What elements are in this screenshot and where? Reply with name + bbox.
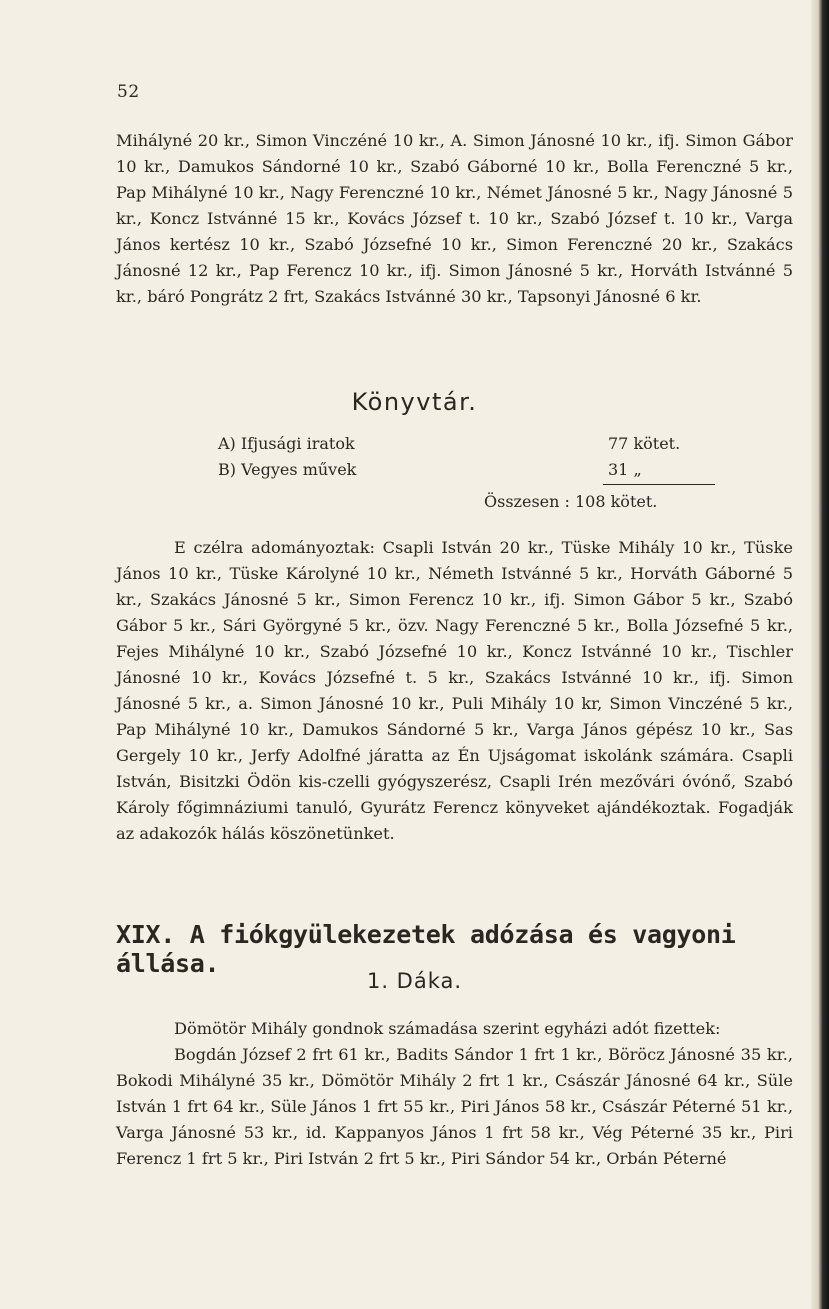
donation-paragraph-2 [116,535,793,847]
library-total: Összesen : 108 kötet. [484,492,658,511]
library-heading: Könyvtár. [351,388,478,416]
paragraph-intro: Dömötör Mihály gondnok számadása szerint egyházi adót fizettek: [174,1019,721,1038]
paragraph-text: E czélra adományoztak: Csapli István 20 kr., Tüske Mihály 10 kr., Tüske János 10 kr., Tüske Károlyné 10 kr., Németh Istvánné 5 kr., Horváth Gáborné 5 kr., Szakács Jánosné 5 kr., Simon Ferencz 10 kr., ifj. Simon Gábor 5 kr., Szabó Gábor 5 kr., Sári Györgyné 5 kr., özv. Nagy Ferenczné 5 kr., Bolla Józsefné 5 kr., Fejes Mihályné 10 kr., Szabó Józsefné 10 kr., Koncz Istvánné 10 kr., Tischler Jánosné 10 kr., Kovács Józsefné t. 5 kr., Szakács Istvánné 10 kr., ifj. Simon Jánosné 5 kr., a. Simon Jánosné 10 kr., Puli Mihály 10 kr, Simon Vinczéné 5 kr., Pap Mihályné 10 kr., Damukos Sándorné 5 kr., Varga János gépész 10 kr., Sas Gergely 10 kr., Jerfy Adolfné járatta az Én Ujságomat iskolánk számára. Csapli István, Bisitzki Ödön kis-czelli gyógyszerész, Csapli Irén mezővári óvónő, Szabó Károly főgimnáziumi tanuló, Gyurátz Ferencz könyveket ajándékoztak. Fogadják az adakozók hálás köszönetünket. [116,538,793,843]
library-row-label: A) Ifjusági iratok [218,434,355,453]
tax-paragraph [116,1016,793,1172]
library-row-label: B) Vegyes művek [218,460,357,479]
page-edge-shadow [811,0,829,1309]
subsection-heading: 1. Dáka. [366,969,463,993]
page-number: 52 [117,82,140,102]
library-row-value: 31 „ [608,460,642,479]
library-row-value: 77 kötet. [608,434,681,453]
donation-paragraph-1 [116,128,793,310]
chapter-heading: XIX. A fiókgyülekezetek adózása és vagyoni állása. [116,920,736,978]
sum-rule [603,484,715,485]
paragraph-text: Mihályné 20 kr., Simon Vinczéné 10 kr., A. Simon Jánosné 10 kr., ifj. Simon Gábor 10 kr., Damukos Sándorné 10 kr., Szabó Gáborné 10 kr., Bolla Ferenczné 5 kr., Pap Mihályné 10 kr., Nagy Ferenczné 10 kr., Német Jánosné 5 kr., Nagy Jánosné 5 kr., Koncz Istvánné 15 kr., Kovács József t. 10 kr., Szabó József t. 10 kr., Varga János kertész 10 kr., Szabó Józsefné 10 kr., Simon Ferenczné 20 kr., Szakács Jánosné 12 kr., Pap Ferencz 10 kr., ifj. Simon Jánosné 5 kr., Horváth Istvánné 5 kr., báró Pongrátz 2 frt, Szakács Istvánné 30 kr., Tapsonyi Jánosné 6 kr. [116,131,793,306]
paragraph-text: Bogdán József 2 frt 61 kr., Badits Sándor 1 frt 1 kr., Böröcz Jánosné 35 kr., Bokodi Mihályné 35 kr., Dömötör Mihály 2 frt 1 kr., Császár Jánosné 64 kr., Süle István 1 frt 64 kr., Süle János 1 frt 55 kr., Piri János 58 kr., Császár Péterné 51 kr., Varga Jánosné 53 kr., id. Kappanyos János 1 frt 58 kr., Vég Péterné 35 kr., Piri Ferencz 1 frt 5 kr., Piri István 2 frt 5 kr., Piri Sándor 54 kr., Orbán Péterné [116,1045,793,1168]
